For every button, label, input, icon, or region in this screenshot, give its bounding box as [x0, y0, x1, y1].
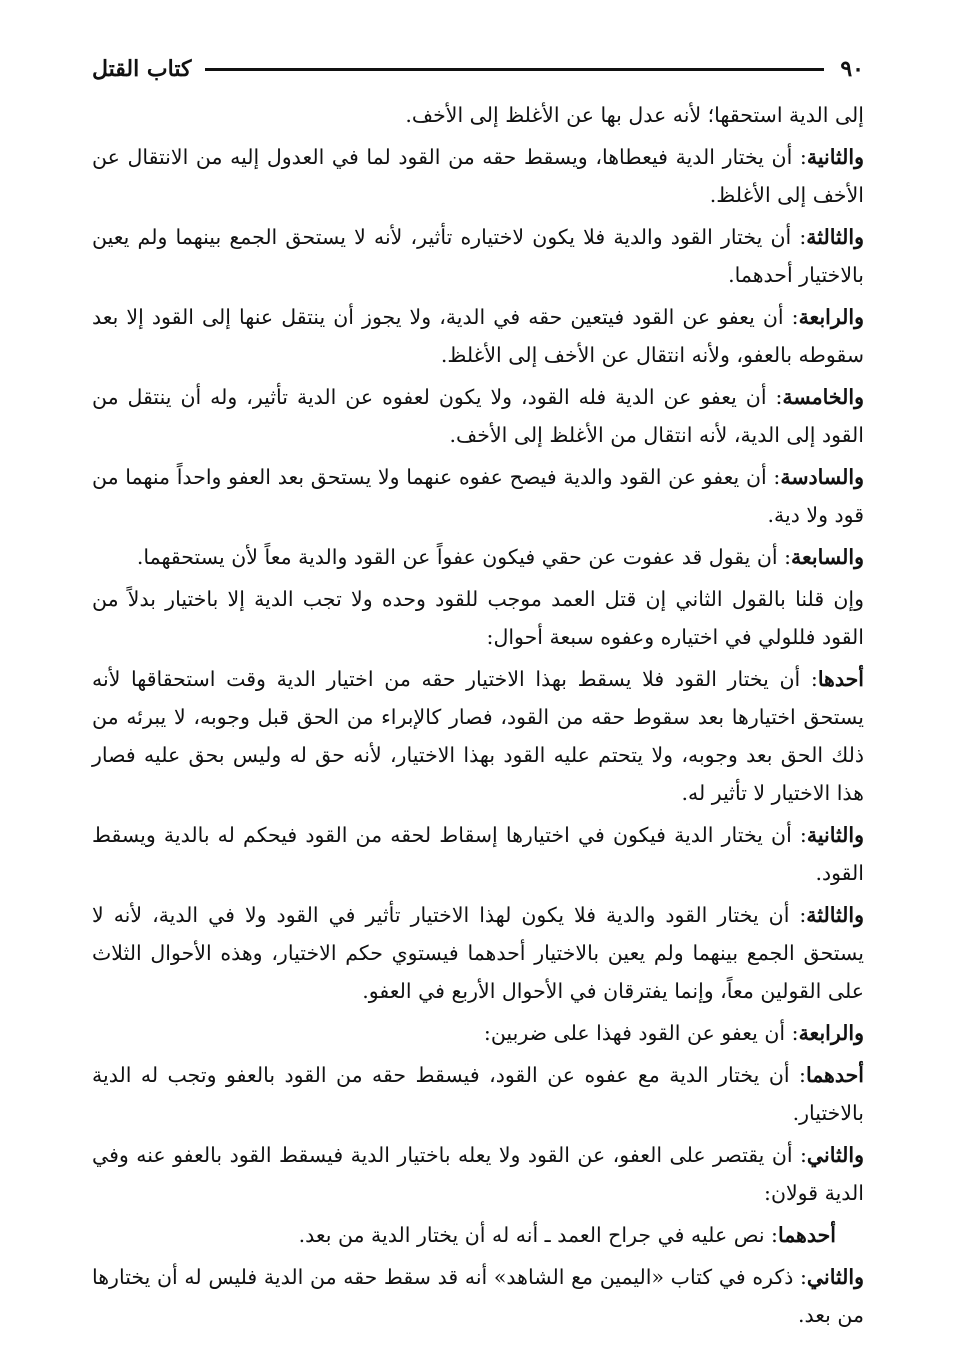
paragraph-lead: والسادسة: [780, 465, 864, 489]
paragraph: إلى الدية استحقها؛ لأنه عدل بها عن الأغلظ إلى الأخف.: [405, 103, 864, 127]
paragraph: [92, 378, 864, 454]
paragraph: [92, 580, 864, 656]
paragraph-text: : أن يختار الدية مع عفوه عن القود، فيسقط حقه من القود بالعفو وتجب له الدية بالاختيار.: [92, 1063, 864, 1125]
paragraph-lead: والخامسة: [782, 385, 864, 409]
header-rule: [205, 68, 824, 71]
paragraph-lead: والسابعة: [791, 545, 864, 569]
paragraph-text: : أن يختار الدية فيعطاها، ويسقط حقه من القود لما في العدول إليه من الانتقال عن الأخف إلى الأغلظ.: [92, 145, 864, 207]
paragraph-lead: أحدها: [817, 667, 864, 691]
paragraph-text: : أن يختار الدية فيكون في اختيارها إسقاط لحقه من القود فيحكم له بالدية ويسقط القود.: [92, 823, 864, 885]
paragraph-lead: والرابعة: [798, 305, 864, 329]
paragraph: [92, 538, 864, 576]
paragraph-text: : أن يعفو عن الدية فله القود، ولا يكون لعفوه عن الدية تأثير، وله أن ينتقل من القود إلى الدية، لأنه انتقال من الأغلظ إلى الأخف.: [92, 385, 864, 447]
paragraph: [92, 1216, 864, 1254]
paragraph: [92, 1056, 864, 1132]
paragraph: [92, 1014, 864, 1052]
paragraph: [92, 1258, 864, 1334]
paragraph-text: : أن يختار القود والدية فلا يكون لهذا الاختيار تأثير في القود ولا في الدية، لأنه لا يستحق الجمع بينهما ولم يعين بالاختيار أحدهما فيستوي حكم الاختيار، وهذه الأحوال الثلاث على القولين معاً، وإنما يفترقان في الأحوال الأربع في العفو.: [92, 903, 864, 1003]
paragraph-text: : نص عليه في جراح العمد ـ أنه له أن يختار الدية من بعد.: [298, 1223, 778, 1247]
paragraph: [92, 298, 864, 374]
paragraph-lead: والرابعة: [798, 1021, 864, 1045]
page-body: [92, 96, 864, 1338]
book-title: كتاب القتل: [92, 56, 192, 82]
page-header: [92, 52, 864, 86]
paragraph-lead: والثاني: [806, 1143, 864, 1167]
paragraph: [92, 896, 864, 1010]
paragraph-text: : أن يعفو عن القود فهذا على ضربين:: [483, 1021, 799, 1045]
paragraph: [92, 660, 864, 812]
paragraph-text: : أن يعفو عن القود والدية فيصح عفوه عنهما ولا يستحق بعد العفو واحداً منهما من قود ولا دية.: [92, 465, 864, 527]
paragraph: [92, 816, 864, 892]
paragraph-lead: والثانية: [806, 823, 864, 847]
paragraph-text: : أن يقول قد عفوت عن حقي فيكون عفواً عن القود والدية معاً لأن يستحقهما.: [136, 545, 792, 569]
paragraph-text: : أن يختار القود فلا يسقط بهذا الاختيار حقه من اختيار الدية وقت استحقاقها لأنه يستحق اختيارها بعد سقوط حقه من القود، فصار كالإبراء من الحق قبل وجوبه، لا يبرئه من ذلك الحق بعد وجوبه، ولا يتحتم عليه القود بهذا الاختيار، لأنه حق له وليس بحق عليه فصار هذا الاختيار لا تأثير له.: [92, 667, 864, 805]
page-number: ٩٠: [840, 56, 864, 82]
paragraph-text: : أن يعفو عن القود فيتعين حقه في الدية، ولا يجوز أن ينتقل عنها إلى القود إلا بعد سقوطه بالعفو، ولأنه انتقال عن الأخف إلى الأغلظ.: [92, 305, 864, 367]
paragraph: [92, 138, 864, 214]
paragraph-text: : أن يختار القود والدية فلا يكون لاختياره تأثير، لأنه لا يستحق الجمع بينهما ولم يعين بالاختيار أحدهما.: [92, 225, 864, 287]
paragraph-lead: والثالثة: [806, 903, 864, 927]
paragraph-lead: أحدهما: [777, 1223, 836, 1247]
paragraph: [92, 1136, 864, 1212]
paragraph: [92, 218, 864, 294]
paragraph-lead: أحدهما: [805, 1063, 864, 1087]
paragraph-lead: والثانية: [806, 145, 864, 169]
paragraph-lead: والثاني: [806, 1265, 864, 1289]
paragraph: [92, 458, 864, 534]
paragraph-text: : أن يقتصر على العفو، عن القود ولا يعله باختيار الدية فيسقط القود بالعفو عنه وفي الدية قولان:: [92, 1143, 864, 1205]
paragraph-text: وإن قلنا بالقول الثاني إن قتل العمد موجب للقود وحده ولا تجب الدية إلا باختيار بدلاً من القود فللولي في اختياره وعفوه سبعة أحوال:: [92, 587, 864, 649]
paragraph-lead: والثالثة: [806, 225, 864, 249]
paragraph-text: : ذكره في كتاب «اليمين مع الشاهد» أنه قد سقط حقه من الدية فليس له أن يختارها من بعد.: [92, 1265, 864, 1327]
